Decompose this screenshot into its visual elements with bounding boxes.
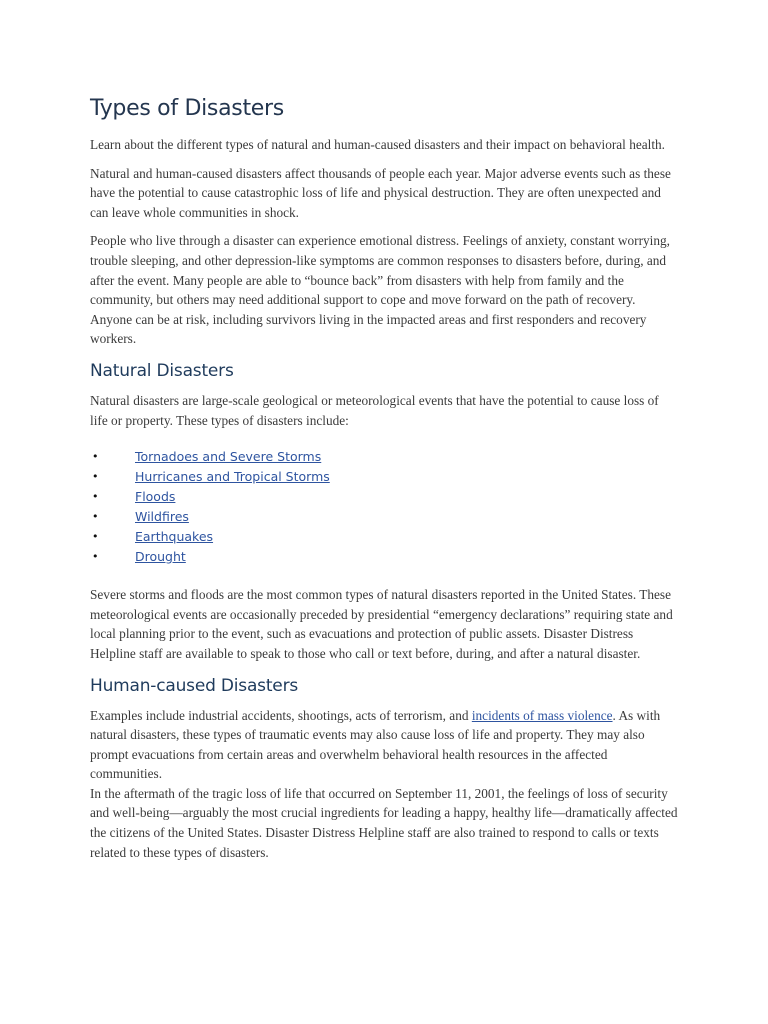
natural-disasters-heading: Natural Disasters xyxy=(90,360,234,381)
page-title: Types of Disasters xyxy=(90,96,284,121)
natural-disasters-list xyxy=(90,447,678,567)
bullet-icon: • xyxy=(92,450,99,464)
human-caused-text-after: . As with natural disasters, these types of traumatic events may also cause loss of life and property. They may also prompt evacuations from certain areas and overwhelm behavioral health resources in the affected communities. xyxy=(90,707,661,782)
link-drought[interactable]: Drought xyxy=(135,549,186,565)
link-mass-violence[interactable]: incidents of mass violence xyxy=(471,707,613,723)
list-item xyxy=(90,447,678,467)
bullet-icon: • xyxy=(92,530,99,544)
bullet-icon: • xyxy=(92,550,99,564)
intro-paragraph-3: People who live through a disaster can experience emotional distress. Feelings of anxiety, constant worrying, trouble sleeping, and other depression-like symptoms are common responses to disasters before, during, and after the event. Many people are able to “bounce back” from disasters with help from family and the community, but others may need additional support to cope and move forward on the path of recovery. Anyone can be at risk, including survivors living in the impacted areas and first responders and recovery workers. xyxy=(90,233,670,347)
bullet-icon: • xyxy=(92,470,99,484)
list-item xyxy=(90,467,678,487)
list-item xyxy=(90,547,678,567)
list-item xyxy=(90,527,678,547)
intro-paragraph-1: Learn about the different types of natural and human-caused disasters and their impact on behavioral health. xyxy=(90,137,666,152)
human-caused-paragraph-2: In the aftermath of the tragic loss of life that occurred on September 11, 2001, the feelings of loss of security and well-being—arguably the most crucial ingredients for leading a happy, healthy life—dramatically affected the citizens of the United States. Disaster Distress Helpline staff are also trained to respond to calls or texts related to these types of disasters. xyxy=(90,785,678,860)
link-hurricanes[interactable]: Hurricanes and Tropical Storms xyxy=(135,469,330,485)
link-earthquakes[interactable]: Earthquakes xyxy=(135,529,214,545)
bullet-icon: • xyxy=(92,510,99,524)
intro-paragraph-2: Natural and human-caused disasters affect thousands of people each year. Major adverse events such as these have the potential to cause catastrophic loss of life and physical destruction. They are often unexpected and can leave whole communities in shock. xyxy=(90,165,671,220)
link-floods[interactable]: Floods xyxy=(135,489,176,505)
bullet-icon: • xyxy=(92,490,99,504)
list-item xyxy=(90,507,678,527)
list-item xyxy=(90,487,678,507)
natural-disasters-intro: Natural disasters are large-scale geological or meteorological events that have the potential to cause loss of life or property. These types of disasters include: xyxy=(90,392,659,428)
document-page xyxy=(90,96,678,871)
natural-disasters-paragraph-2: Severe storms and floods are the most common types of natural disasters reported in the United States. These meteorological events are occasionally preceded by presidential “emergency declarations” requiring state and local planning prior to the event, such as evacuations and protection of public assets. Disaster Distress Helpline staff are available to speak to those who call or text before, during, and after a natural disaster. xyxy=(90,587,673,661)
human-caused-paragraph-1 xyxy=(90,706,678,784)
human-caused-text-before: Examples include industrial accidents, shootings, acts of terrorism, and xyxy=(90,707,472,723)
human-caused-disasters-heading: Human-caused Disasters xyxy=(90,675,299,696)
link-tornadoes[interactable]: Tornadoes and Severe Storms xyxy=(135,449,322,465)
link-wildfires[interactable]: Wildfires xyxy=(135,509,189,525)
